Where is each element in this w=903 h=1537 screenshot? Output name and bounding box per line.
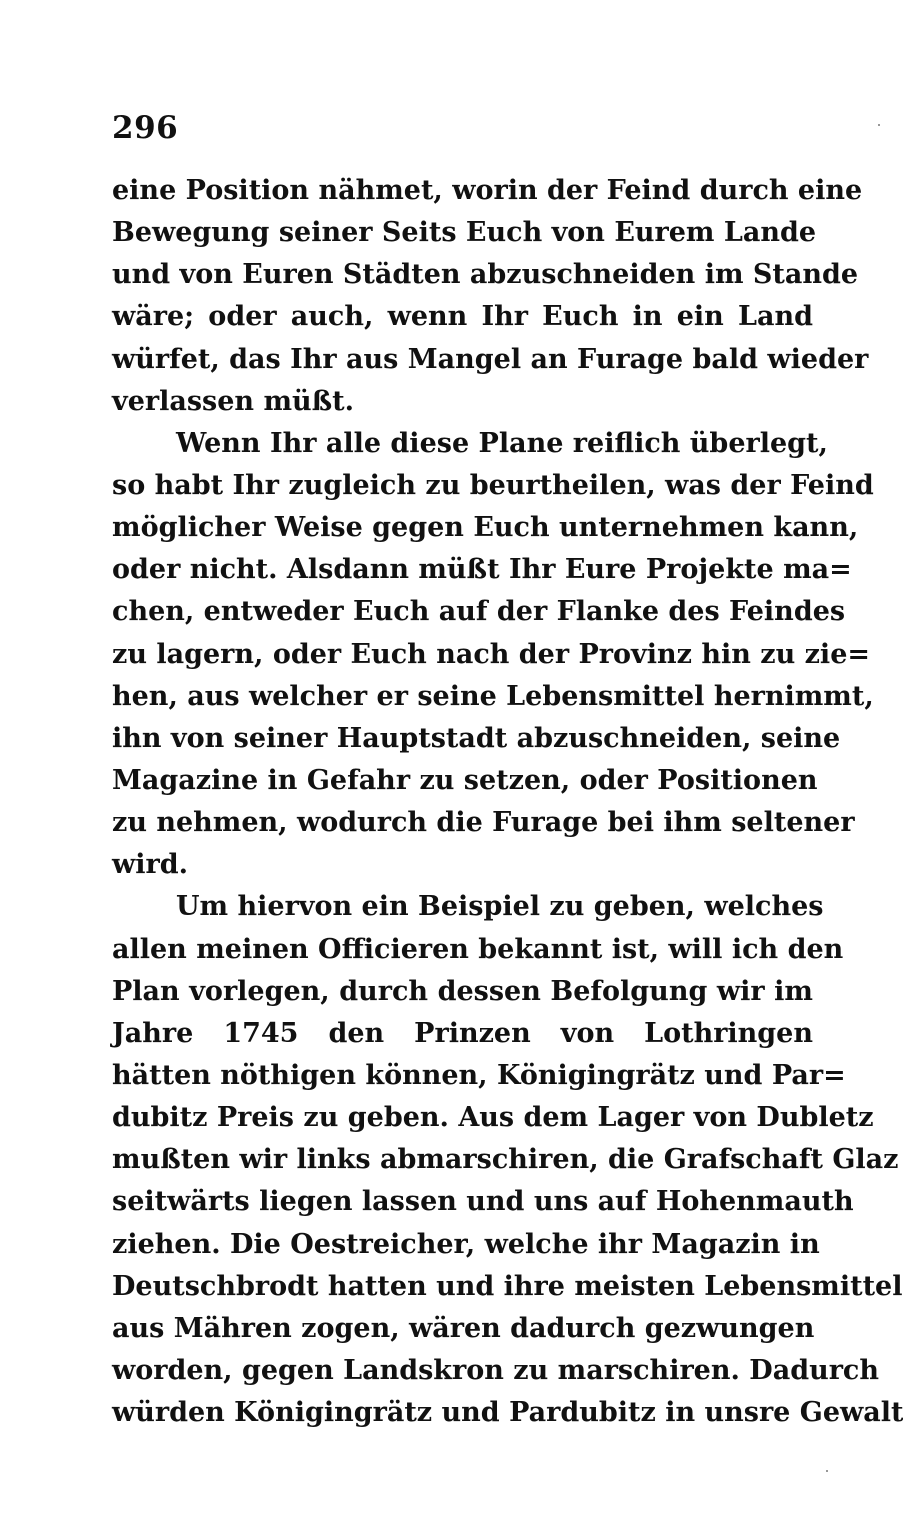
text-line: ihn von seiner Hauptstadt abzuschneiden, seine [112, 722, 841, 754]
text-line: zu nehmen, wodurch die Furage bei ihm seltener [112, 807, 855, 839]
paper-speck [878, 124, 880, 126]
text-line: wird. [112, 849, 189, 881]
text-line: hen, aus welcher er seine Lebensmittel hernimmt, [112, 680, 874, 712]
text-line: so habt Ihr zugleich zu beurtheilen, was der Feind [112, 469, 874, 501]
text-line: oder nicht. Alsdann müßt Ihr Eure Projekte ma= [112, 554, 852, 586]
text-line: würden Königingrätz und Pardubitz in unsre Gewalt [112, 1397, 903, 1429]
text-line: Magazine in Gefahr zu setzen, oder Positionen [112, 764, 818, 796]
paper-speck [826, 1470, 828, 1472]
body-text [112, 170, 903, 1434]
text-line: und von Euren Städten abzuschneiden im Stande [112, 259, 859, 291]
text-line: Bewegung seiner Seits Euch von Eurem Lande [112, 217, 817, 249]
page-number: 296 [112, 110, 179, 146]
text-line: aus Mähren zogen, wären dadurch gezwungen [112, 1312, 815, 1344]
text-line: chen, entweder Euch auf der Flanke des Feindes [112, 596, 846, 628]
text-line: verlassen müßt. [112, 385, 355, 417]
text-line: hätten nöthigen können, Königingrätz und Par= [112, 1059, 846, 1091]
text-line: eine Position nähmet, worin der Feind durch eine [112, 175, 863, 206]
text-line: würfet, das Ihr aus Mangel an Furage bald wieder [112, 343, 869, 375]
text-line: seitwärts liegen lassen und uns auf Hohenmauth [112, 1186, 854, 1218]
text-line: Jahre 1745 den Prinzen von Lothringen [112, 1017, 813, 1049]
text-line: Um hiervon ein Beispiel zu geben, welches [176, 891, 824, 923]
text-line: dubitz Preis zu geben. Aus dem Lager von Dubletz [112, 1102, 874, 1134]
text-line: Plan vorlegen, durch dessen Befolgung wir im [112, 975, 813, 1007]
text-line: worden, gegen Landskron zu marschiren. Dadurch [112, 1354, 879, 1386]
text-line: zu lagern, oder Euch nach der Provinz hin zu zie= [112, 638, 870, 670]
text-line: allen meinen Officieren bekannt ist, will ich den [112, 933, 844, 965]
text-line: Wenn Ihr alle diese Plane reiflich überlegt, [176, 427, 828, 459]
text-line: mußten wir links abmarschiren, die Grafschaft Glaz [112, 1144, 899, 1176]
text-line: ziehen. Die Oestreicher, welche ihr Magazin in [112, 1228, 820, 1260]
text-line: möglicher Weise gegen Euch unternehmen kann, [112, 512, 859, 544]
text-line: wäre; oder auch, wenn Ihr Euch in ein Land [112, 301, 813, 333]
text-line: Deutschbrodt hatten und ihre meisten Lebensmittel [112, 1270, 903, 1302]
